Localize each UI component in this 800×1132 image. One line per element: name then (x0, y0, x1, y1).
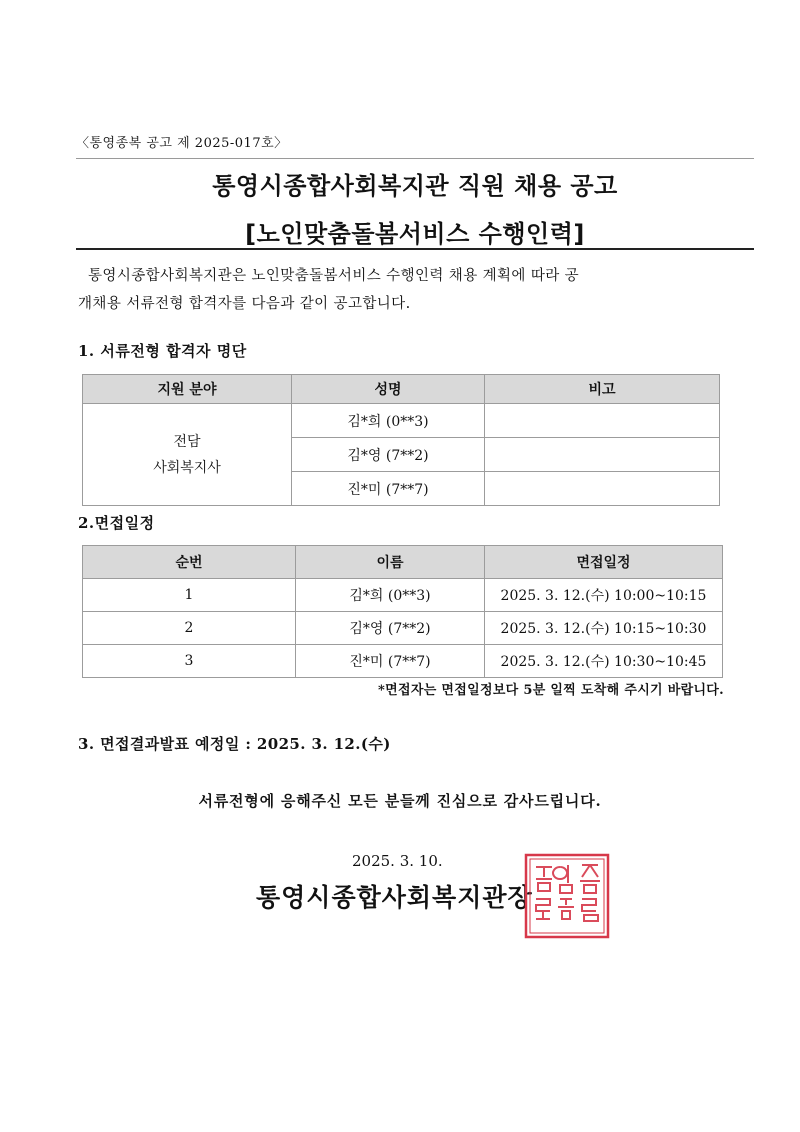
issue-date: 2025. 3. 10. (352, 852, 443, 870)
remark-cell (485, 472, 720, 506)
table-row (83, 645, 723, 678)
section2-heading: 2.면접일정 (78, 514, 155, 532)
col-header-remark: 비고 (485, 375, 720, 404)
remark-cell (485, 438, 720, 472)
col-header-schedule: 면접일정 (485, 546, 723, 579)
col-header-field: 지원 분야 (83, 375, 292, 404)
remark-cell (485, 404, 720, 438)
field-line-1: 전담 (173, 433, 201, 450)
intro-line-2: 개채용 서류전형 합격자를 다음과 같이 공고합니다. (78, 296, 411, 312)
order-cell: 2 (83, 612, 296, 645)
page-title: 통영시종합사회복지관 직원 채용 공고 (212, 172, 618, 200)
page-subtitle: [노인맞춤돌봄서비스 수행인력] (245, 220, 585, 248)
title-divider (76, 248, 754, 250)
schedule-cell: 2025. 3. 12.(수) 10:00~10:15 (485, 579, 723, 612)
name-cell: 김*희 (0**3) (296, 579, 485, 612)
table-row (83, 612, 723, 645)
col-header-order: 순번 (83, 546, 296, 579)
intro-paragraph (78, 262, 750, 318)
table-header-row (83, 546, 723, 579)
field-line-2: 사회복지사 (153, 459, 221, 476)
section1-heading: 1. 서류전형 합격자 명단 (78, 342, 247, 360)
schedule-cell: 2025. 3. 12.(수) 10:30~10:45 (485, 645, 723, 678)
notice-number: 〈통영종복 공고 제 2025-017호〉 (76, 136, 288, 151)
top-divider (76, 158, 754, 159)
table-row (83, 579, 723, 612)
organization-signature: 통영시종합사회복지관장 (256, 883, 533, 912)
name-cell: 진*미 (7**7) (292, 472, 485, 506)
official-seal-icon (524, 853, 610, 939)
thanks-message: 서류전형에 응해주신 모든 분들께 진심으로 감사드립니다. (198, 792, 602, 810)
name-cell: 김*영 (7**2) (292, 438, 485, 472)
col-header-name: 이름 (296, 546, 485, 579)
name-cell: 김*희 (0**3) (292, 404, 485, 438)
section3-announcement-date: 3. 면접결과발표 예정일 : 2025. 3. 12.(수) (78, 735, 391, 753)
intro-line-1: 통영시종합사회복지관은 노인맞춤돌봄서비스 수행인력 채용 계획에 따라 공 (88, 268, 580, 284)
table-row (83, 404, 720, 438)
document-pass-table (82, 374, 720, 506)
order-cell: 3 (83, 645, 296, 678)
schedule-cell: 2025. 3. 12.(수) 10:15~10:30 (485, 612, 723, 645)
interview-note: *면접자는 면접일정보다 5분 일찍 도착해 주시기 바랍니다. (378, 683, 724, 698)
order-cell: 1 (83, 579, 296, 612)
name-cell: 김*영 (7**2) (296, 612, 485, 645)
table-header-row (83, 375, 720, 404)
interview-schedule-table (82, 545, 723, 678)
col-header-name: 성명 (292, 375, 485, 404)
name-cell: 진*미 (7**7) (296, 645, 485, 678)
field-cell (83, 404, 292, 506)
